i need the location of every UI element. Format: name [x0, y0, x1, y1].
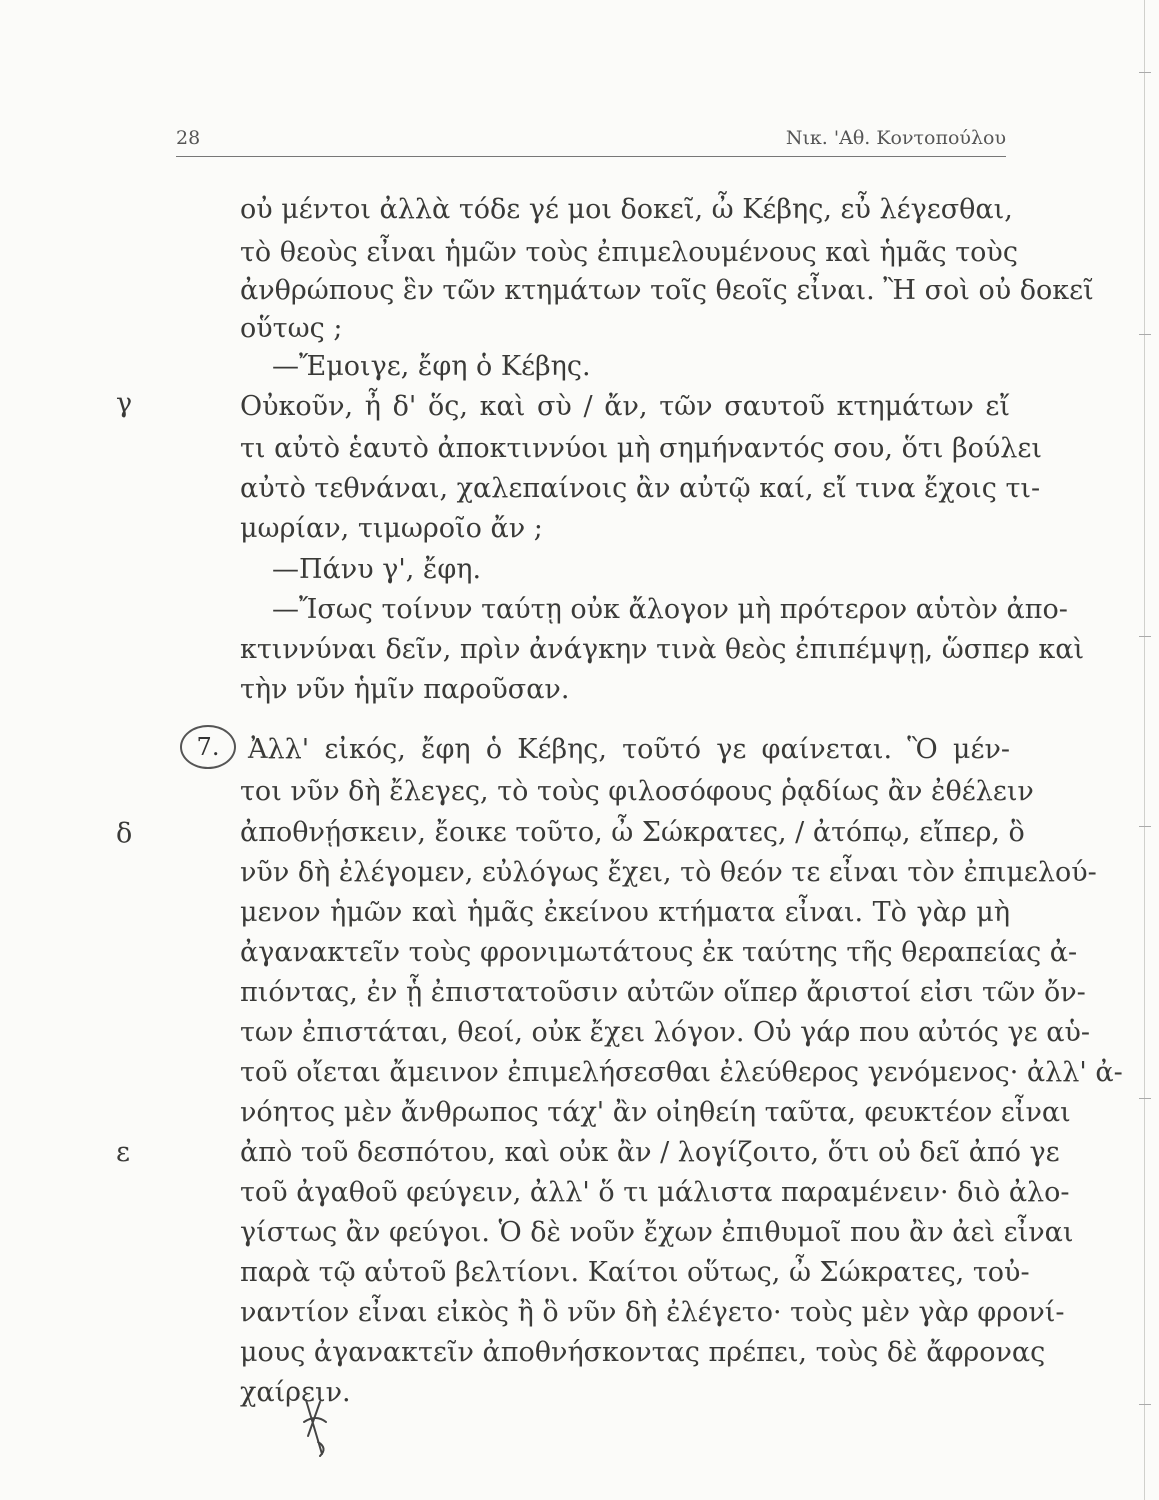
- text-line: τὴν νῦν ἡμῖν παροῦσαν.: [240, 674, 570, 705]
- text-line: τοῦ ἀγαθοῦ φεύγειν, ἀλλ' ὅ τι μάλιστα παραμένειν· διὸ ἀλο-: [240, 1177, 1070, 1208]
- text-line: τὸ θεοὺς εἶναι ἡμῶν τοὺς ἐπιμελουμένους καὶ ἡμᾶς τοὺς: [240, 237, 1018, 268]
- margin-letter-gamma: γ: [116, 388, 133, 419]
- text-line: κτιννύναι δεῖν, πρὶν ἀνάγκην τινὰ θεὸς ἐπιπέμψῃ, ὥσπερ καὶ: [240, 634, 1085, 665]
- text-line: ἀποθνῄσκειν, ἔοικε τοῦτο, ὦ Σώκρατες, / ἀτόπῳ, εἴπερ, ὃ: [240, 817, 1025, 848]
- running-header: [176, 127, 1006, 155]
- text-line: ναντίον εἶναι εἰκὸς ἢ ὃ νῦν δὴ ἐλέγετο· τοὺς μὲν γὰρ φρονί-: [240, 1297, 1065, 1328]
- text-line: αὐτὸ τεθνάναι, χαλεπαίνοις ἂν αὐτῷ καί, εἴ τινα ἔχοις τι-: [240, 473, 1041, 504]
- text-line: νόητος μὲν ἄνθρωπος τάχ' ἂν οἰηθείη ταῦτα, φευκτέον εἶναι: [240, 1097, 1071, 1128]
- text-line: —Ἴσως τοίνυν ταύτῃ οὐκ ἄλογον μὴ πρότερον αὑτὸν ἀπο-: [272, 594, 1068, 625]
- text-line: παρὰ τῷ αὑτοῦ βελτίονι. Καίτοι οὕτως, ὦ Σώκρατες, τοὐ-: [240, 1257, 1030, 1288]
- text-line: μωρίαν, τιμωροῖο ἄν ;: [240, 513, 543, 544]
- text-line: τοι νῦν δὴ ἔλεγες, τὸ τοὺς φιλοσόφους ῥᾳδίως ἂν ἐθέλειν: [240, 776, 1034, 807]
- page-number: 28: [176, 127, 201, 149]
- text-line: Ἀλλ' εἰκός, ἔφη ὁ Κέβης, τοῦτό γε φαίνεται. Ὃ μέν-: [248, 734, 1010, 765]
- text-line: Οὐκοῦν, ἦ δ' ὅς, καὶ σὺ / ἄν, τῶν σαυτοῦ κτημάτων εἴ: [240, 391, 1010, 422]
- text-line: γίστως ἂν φεύγοι. Ὁ δὲ νοῦν ἔχων ἐπιθυμοῖ που ἂν ἀεὶ εἶναι: [240, 1217, 1074, 1248]
- text-line: μους ἀγανακτεῖν ἀποθνήσκοντας πρέπει, τοὺς δὲ ἄφρονας: [240, 1337, 1046, 1368]
- text-line: —Πάνυ γ', ἔφη.: [272, 554, 482, 585]
- handwritten-mark-icon: [298, 1392, 332, 1462]
- text-line: —Ἔμοιγε, ἔφη ὁ Κέβης.: [272, 351, 591, 382]
- text-line: χαίρειν.: [240, 1377, 351, 1408]
- text-line: ἀνθρώπους ἓν τῶν κτημάτων τοῖς θεοῖς εἶναι. Ἢ σοὶ οὐ δοκεῖ: [240, 275, 1094, 306]
- text-line: μενον ἡμῶν καὶ ἡμᾶς ἐκείνου κτήματα εἶναι. Τὸ γὰρ μὴ: [240, 897, 1010, 928]
- running-author: Νικ. 'Αθ. Κοντοπούλου: [785, 127, 1006, 149]
- section-number: 7.: [180, 725, 236, 769]
- text-line: ἀπὸ τοῦ δεσπότου, καὶ οὐκ ἂν / λογίζοιτο, ὅτι οὐ δεῖ ἀπό γε: [240, 1137, 1060, 1168]
- text-line: οὐ μέντοι ἀλλὰ τόδε γέ μοι δοκεῖ, ὦ Κέβης, εὖ λέγεσθαι,: [240, 194, 1013, 225]
- margin-letter-epsilon: ε: [116, 1137, 130, 1168]
- text-line: τι αὐτὸ ἑαυτὸ ἀποκτιννύοι μὴ σημήναντός σου, ὅτι βούλει: [240, 433, 1042, 464]
- header-rule: [176, 156, 1006, 157]
- text-line: των ἐπιστάται, θεοί, οὐκ ἔχει λόγον. Οὐ γάρ που αὐτός γε αὑ-: [240, 1017, 1090, 1048]
- edge-ticks: [1129, 0, 1159, 1500]
- text-line: οὕτως ;: [240, 313, 343, 344]
- text-line: πιόντας, ἐν ᾗ ἐπιστατοῦσιν αὐτῶν οἵπερ ἄριστοί εἰσι τῶν ὄν-: [240, 977, 1086, 1008]
- text-line: τοῦ οἴεται ἄμεινον ἐπιμελήσεσθαι ἐλεύθερος γενόμενος· ἀλλ' ἀ-: [240, 1057, 1123, 1088]
- margin-letter-delta: δ: [116, 818, 133, 849]
- text-line: νῦν δὴ ἐλέγομεν, εὐλόγως ἔχει, τὸ θεόν τε εἶναι τὸν ἐπιμελού-: [240, 857, 1097, 888]
- text-line: ἀγανακτεῖν τοὺς φρονιμωτάτους ἐκ ταύτης τῆς θεραπείας ἀ-: [240, 937, 1078, 968]
